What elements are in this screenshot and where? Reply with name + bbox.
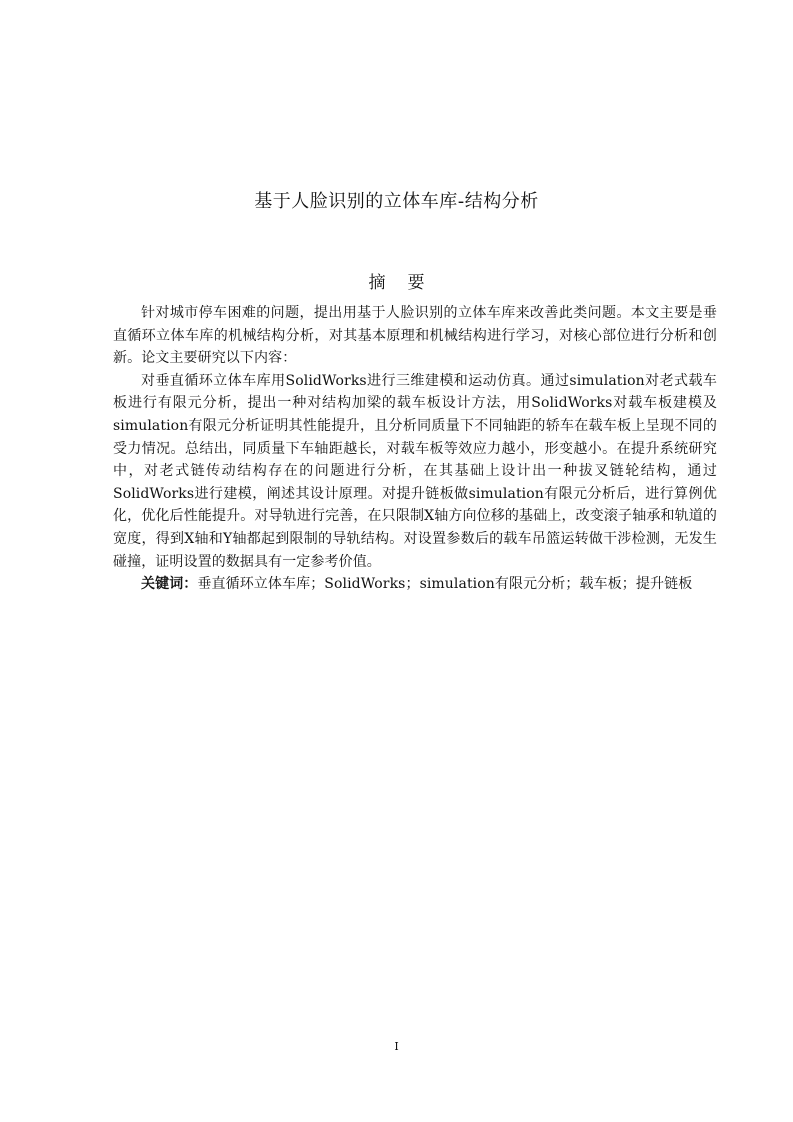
keywords-label: 关键词： [141, 576, 198, 593]
abstract-body [113, 302, 717, 596]
abstract-paragraph-1: 针对城市停车困难的问题，提出用基于人脸识别的立体车库来改善此类问题。本文主要是垂直循环立体车库的机械结构分析，对其基本原理和机械结构进行学习，对核心部位进行分析和创新。论文主要研究以下内容： [113, 305, 717, 367]
abstract-heading-char-1: 摘 [368, 273, 386, 293]
abstract-paragraph-2: 对垂直循环立体车库用SolidWorks进行三维建模和运动仿真。通过simulation对老式载车板进行有限元分析，提出一种对结构加梁的载车板设计方法，用SolidWorks对载车板建模及simulation有限元分析证明其性能提升，且分析同质量下不同轴距的轿车在载车板上呈现不同的受力情况。总结出，同质量下车轴距越长，对载车板等效应力越小，形变越小。在提升系统研究中，对老式链传动结构存在的问题进行分析，在其基础上设计出一种拔叉链轮结构，通过SolidWorks进行建模，阐述其设计原理。对提升链板做simulation有限元分析后，进行算例优化，优化后性能提升。对导轨进行完善，在只限制X轴方向位移的基础上，改变滚子轴承和轨道的宽度，得到X轴和Y轴都起到限制的导轨结构。对设置参数后的载车吊篮运转做干涉检测，无发生碰撞，证明设置的数据具有一定参考价值。 [113, 372, 717, 570]
abstract-heading-char-2: 要 [407, 273, 425, 293]
keywords-text: 垂直循环立体车库；SolidWorks；simulation有限元分析；载车板；提升链板 [197, 576, 693, 593]
keywords-line [113, 573, 717, 596]
page-title: 基于人脸识别的立体车库-结构分析 [254, 191, 539, 212]
page-number: I [394, 1040, 399, 1053]
abstract-heading [0, 268, 793, 293]
